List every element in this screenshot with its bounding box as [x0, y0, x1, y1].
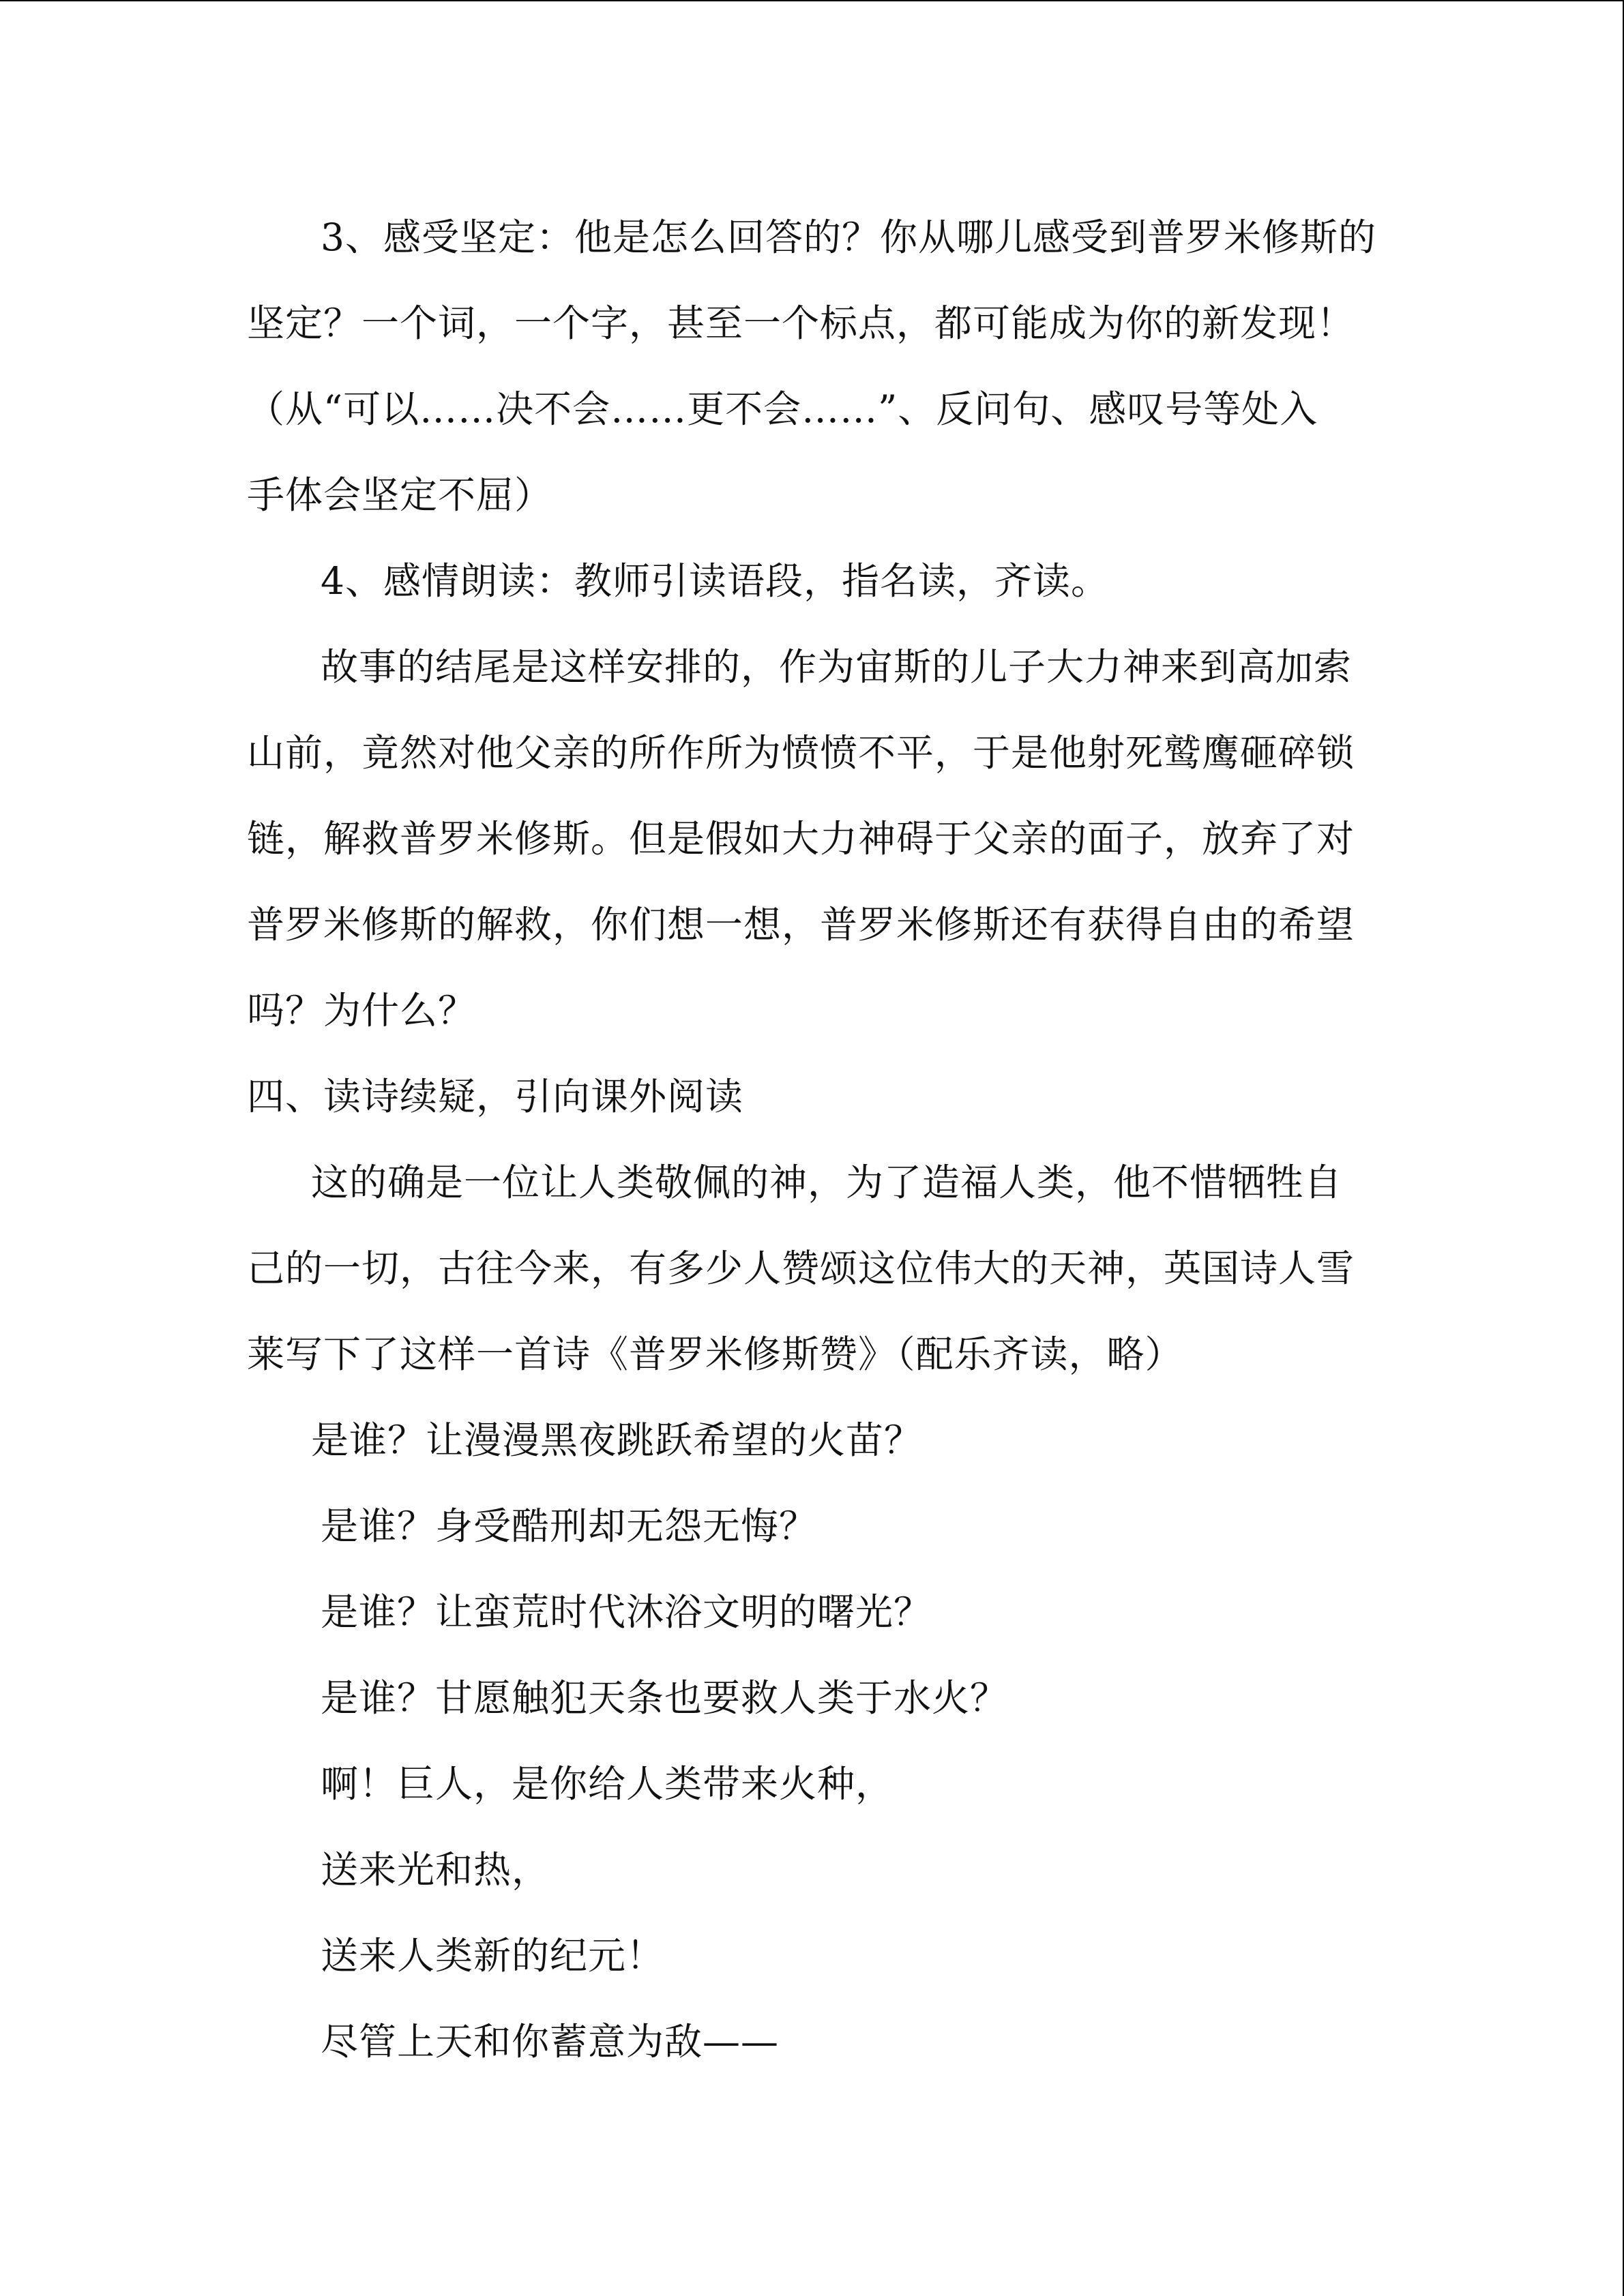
section-heading: 四、读诗续疑，引向课外阅读 — [247, 1075, 744, 1118]
poem-line-4: 是谁？甘愿触犯天条也要救人类于水火？ — [321, 1676, 1009, 1720]
paragraph-poem-intro-line-3: 莱写下了这样一首诗《普罗米修斯赞》（配乐齐读，略） — [247, 1332, 1183, 1376]
paragraph-poem-intro-line-2: 己的一切，古往今来，有多少人赞颂这位伟大的天神，英国诗人雪 — [247, 1247, 1355, 1290]
paragraph-ending-line-4: 普罗米修斯的解救，你们想一想，普罗米修斯还有获得自由的希望 — [247, 903, 1355, 946]
paragraph-3-line-4: 手体会坚定不屈） — [247, 473, 553, 517]
paragraph-3-line-3: （从“可以……决不会……更不会……”、反问句、感叹号等处入 — [247, 387, 1318, 431]
paragraph-ending-line-5: 吗？为什么？ — [247, 989, 477, 1032]
paragraph-4-line-1: 4、感情朗读：教师引读语段，指名读，齐读。 — [321, 559, 1109, 603]
poem-line-5: 啊！巨人，是你给人类带来火种， — [321, 1762, 894, 1806]
poem-line-7: 送来人类新的纪元！ — [321, 1934, 665, 1978]
poem-line-6: 送来光和热， — [321, 1848, 550, 1892]
poem-line-2: 是谁？身受酷刑却无怨无悔？ — [321, 1504, 818, 1548]
paragraph-ending-line-3: 链，解救普罗米修斯。但是假如大力神碍于父亲的面子，放弃了对 — [247, 817, 1355, 861]
paragraph-3-line-1: 3、感受坚定：他是怎么回答的？你从哪儿感受到普罗米修斯的 — [321, 215, 1376, 259]
page-border-top — [0, 0, 1624, 1]
paragraph-3-line-2: 坚定？一个词，一个字，甚至一个标点，都可能成为你的新发现！ — [247, 301, 1355, 345]
paragraph-poem-intro-line-1: 这的确是一位让人类敬佩的神，为了造福人类，他不惜牺牲自 — [311, 1161, 1343, 1204]
poem-line-3: 是谁？让蛮荒时代沐浴文明的曙光？ — [321, 1590, 932, 1634]
paragraph-ending-line-1: 故事的结尾是这样安排的，作为宙斯的儿子大力神来到高加索 — [321, 645, 1353, 689]
poem-line-8: 尽管上天和你蓄意为敌—— — [321, 2020, 780, 2063]
paragraph-ending-line-2: 山前，竟然对他父亲的所作所为愤愤不平，于是他射死鹫鹰砸碎锁 — [247, 731, 1355, 775]
poem-line-1: 是谁？让漫漫黑夜跳跃希望的火苗？ — [311, 1418, 923, 1462]
